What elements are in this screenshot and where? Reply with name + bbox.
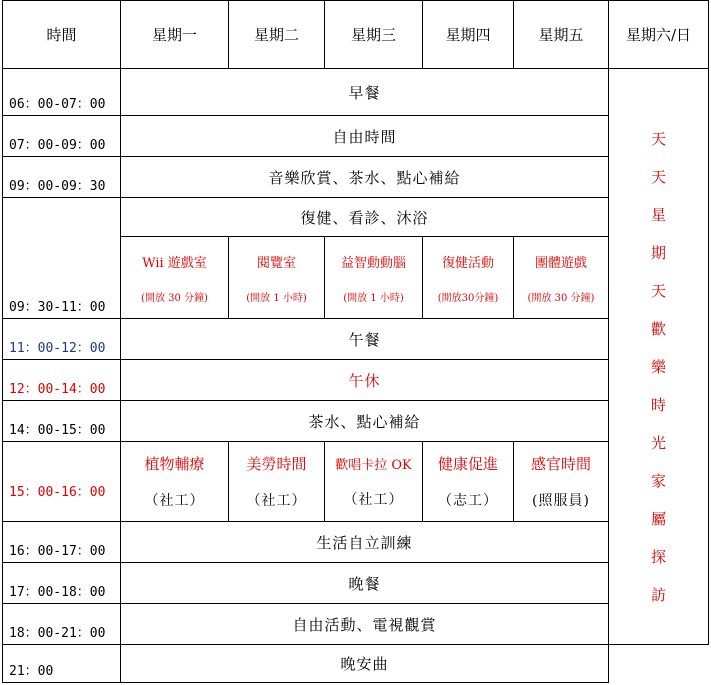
weekend-char: 樂 [650,357,666,376]
weekend-char: 期 [650,243,666,262]
activity-cell: 自由活動、電視觀賞 [121,604,609,645]
weekend-char: 屬 [650,509,666,528]
time-cell: 16：00-17：00 [3,522,121,563]
activity-cell [514,442,609,522]
time-cell: 18：00-21：00 [3,604,121,645]
time-cell: 09：00-09：30 [3,157,121,198]
time-cell: 07：00-09：00 [3,116,121,157]
table-row [3,604,709,645]
activity-name: 歡唱卡拉 OK [335,458,412,473]
time-cell: 09：30-11：00 [3,198,121,319]
weekend-char: 光 [650,433,666,452]
table-row [3,198,709,237]
weekend-char: 家 [650,471,666,490]
activity-cell [229,237,325,319]
header-wednesday: 星期三 [325,1,423,69]
header-row [3,1,709,69]
table-row [3,116,709,157]
time-cell: 17：00-18：00 [3,563,121,604]
table-row [3,69,709,116]
activity-cell [514,237,609,319]
weekly-schedule-table [2,0,709,683]
activity-name: 感官時間 [530,455,591,473]
time-cell: 11：00-12：00 [3,319,121,360]
activity-name: 益智動動腦 [340,255,406,271]
header-friday: 星期五 [514,1,609,69]
activity-cell [325,442,423,522]
activity-note: (開放 1 小時) [343,292,404,304]
time-cell: 06：00-07：00 [3,69,121,116]
table-row [3,645,709,683]
activity-note: (開放 30 分鐘) [527,292,595,304]
activity-cell: 自由時間 [121,116,609,157]
activity-note: (開放 1 小時) [246,292,307,304]
weekend-char: 探 [650,547,666,566]
activity-cell [121,237,229,319]
activity-note: （志工） [438,493,498,509]
activity-cell: 早餐 [121,69,609,116]
activity-name: 團體遊戲 [534,255,587,271]
activity-cell: 復健、看診、沐浴 [121,198,609,237]
activity-cell [423,442,514,522]
activity-name: 閱覽室 [256,255,296,271]
activity-cell [325,237,423,319]
activity-cell [229,442,325,522]
activity-cell: 午休 [121,360,609,401]
activity-note: (開放30分鐘) [437,292,499,304]
activity-cell: 午餐 [121,319,609,360]
activity-note: (照服員) [532,493,590,509]
header-time: 時間 [3,1,121,69]
activity-name: 健康促進 [437,455,498,473]
activity-cell: 晚安曲 [121,645,609,683]
time-cell: 12：00-14：00 [3,360,121,401]
weekend-char: 星 [650,205,666,224]
activity-cell: 晚餐 [121,563,609,604]
weekend-char: 歡 [650,319,666,338]
table-row [3,360,709,401]
activity-note: (開放 30 分鐘) [141,292,208,304]
time-cell: 21：00 [3,645,121,683]
table-row [3,442,709,522]
header-monday: 星期一 [121,1,229,69]
weekend-char: 天 [650,167,666,186]
weekend-char: 天 [650,129,666,148]
activity-note: （社工） [343,492,404,508]
activity-name: 復健活動 [441,255,494,271]
activity-cell: 音樂欣賞、茶水、點心補給 [121,157,609,198]
activity-name: Wii 遊戲室 [142,255,207,271]
header-weekend: 星期六/日 [609,1,709,69]
header-tuesday: 星期二 [229,1,325,69]
time-cell: 15：00-16：00 [3,442,121,522]
table-row [3,157,709,198]
weekend-char: 時 [650,395,666,414]
table-row [3,401,709,442]
activity-note: （社工） [144,493,205,509]
activity-name: 美勞時間 [246,455,307,473]
activity-name: 植物輔療 [144,455,205,473]
header-thursday: 星期四 [423,1,514,69]
time-cell: 14：00-15：00 [3,401,121,442]
weekend-cell [609,69,709,645]
table-row [3,319,709,360]
activity-cell: 生活自立訓練 [121,522,609,563]
activity-note: （社工） [246,493,307,509]
weekend-char: 天 [650,281,666,300]
table-row [3,563,709,604]
activity-cell [423,237,514,319]
activity-cell [121,442,229,522]
weekend-char: 訪 [650,585,666,604]
table-row [3,522,709,563]
activity-cell: 茶水、點心補給 [121,401,609,442]
